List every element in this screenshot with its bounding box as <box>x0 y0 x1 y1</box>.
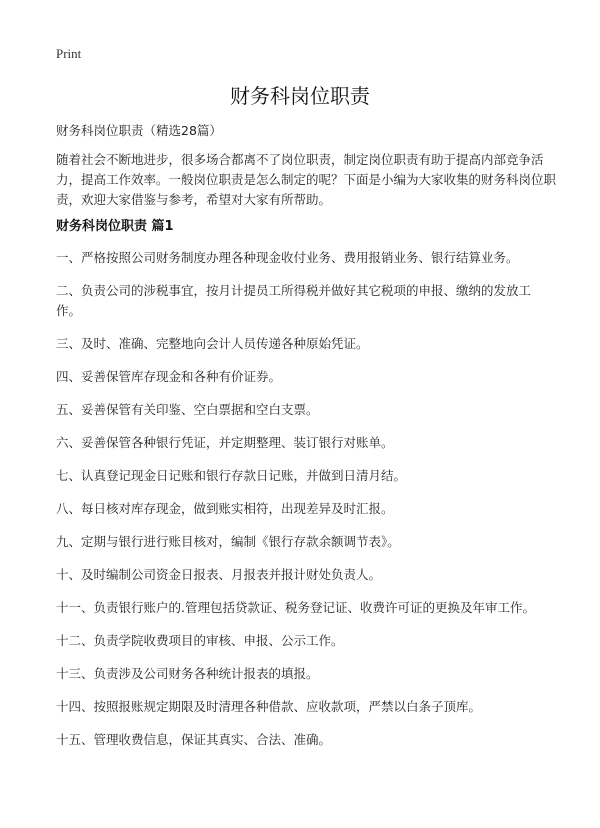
duty-item-2: 二、负责公司的涉税事宜，按月计提员工所得税并做好其它税项的申报、缴纳的发放工作。 <box>56 283 532 318</box>
section-heading: 财务科岗位职责 篇1 <box>56 219 174 234</box>
duty-item-3: 三、及时、准确、完整地向会计人员传递各种原始凭证。 <box>56 336 369 351</box>
duty-item-8: 八、每日核对库存现金，做到账实相符，出现差异及时汇报。 <box>56 501 394 516</box>
intro-paragraph: 随着社会不断地进步，很多场合都离不了岗位职责，制定岗位职责有助于提高内部竞争活力，提高工作效率。一般岗位职责是怎么制定的呢？下面是小编为大家收集的财务科岗位职责，欢迎大家借鉴与参考，希望对大家有所帮助。 <box>56 152 557 207</box>
print-link[interactable]: Print <box>56 46 82 61</box>
duty-item-14: 十四、按照报账规定期限及时清理各种借款、应收款项，严禁以白条子顶库。 <box>56 699 482 714</box>
duty-item-7: 七、认真登记现金日记账和银行存款日记账，并做到日清月结。 <box>56 468 407 483</box>
duty-list <box>56 248 554 763</box>
duty-item-11: 十一、负责银行账户的.管理包括贷款证、税务登记证、收费许可证的更换及年审工作。 <box>56 600 535 615</box>
duty-item-5: 五、妥善保管有关印鉴、空白票据和空白支票。 <box>56 402 319 417</box>
page-title: 财务科岗位职责 <box>230 84 370 108</box>
duty-item-4: 四、妥善保管库存现金和各种有价证券。 <box>56 369 282 384</box>
duty-item-13: 十三、负责涉及公司财务各种统计报表的填报。 <box>56 666 319 681</box>
duty-item-12: 十二、负责学院收费项目的审核、申报、公示工作。 <box>56 633 344 648</box>
duty-item-1: 一、严格按照公司财务制度办理各种现金收付业务、费用报销业务、银行结算业务。 <box>56 250 519 265</box>
duty-item-15: 十五、管理收费信息，保证其真实、合法、准确。 <box>56 732 332 747</box>
duty-item-10: 十、及时编制公司资金日报表、月报表并报计财处负责人。 <box>56 567 382 582</box>
document-subtitle: 财务科岗位职责（精选28篇） <box>56 123 222 138</box>
duty-item-6: 六、妥善保管各种银行凭证，并定期整理、装订银行对账单。 <box>56 435 394 450</box>
duty-item-9: 九、定期与银行进行账目核对，编制《银行存款余额调节表》。 <box>56 534 400 549</box>
